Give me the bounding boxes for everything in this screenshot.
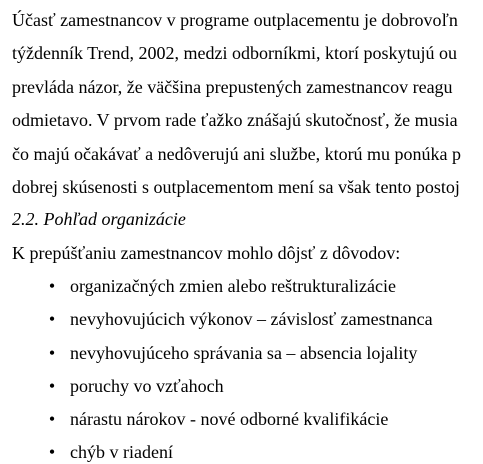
bullet-icon: •	[48, 376, 56, 396]
bullet-text: organizačných zmien alebo reštrukturalizácie	[70, 276, 397, 296]
paragraph-line: týždenník Trend, 2002, medzi odborníkmi, ktorí poskytujú ou	[12, 43, 457, 63]
bullet-icon: •	[48, 409, 56, 429]
bullet-icon: •	[48, 343, 56, 363]
bullet-icon: •	[48, 442, 56, 462]
paragraph-line: prevláda názor, že väčšina prepustených zamestnancov reagu	[12, 77, 453, 97]
bullet-list-item	[0, 408, 483, 430]
bullet-list-item	[0, 342, 483, 364]
section-intro: K prepúšťaniu zamestnancov mohlo dôjsť z dôvodov:	[12, 243, 401, 263]
section-heading: 2.2. Pohľad organizácie	[12, 209, 186, 229]
bullet-text: poruchy vo vzťahoch	[70, 376, 224, 396]
bullet-icon: •	[48, 309, 56, 329]
bullet-text: nárastu nárokov - nové odborné kvalifikácie	[70, 409, 389, 429]
paragraph-line: odmietavo. V prvom rade ťažko znášajú skutočnosť, že musia	[12, 110, 458, 130]
bullet-text: nevyhovujúceho správania sa – absencia lojality	[70, 343, 418, 363]
bullet-list-item	[0, 308, 483, 330]
bullet-list-item	[0, 441, 483, 463]
bullet-text: nevyhovujúcich výkonov – závislosť zamestnanca	[70, 309, 433, 329]
bullet-list-item	[0, 275, 483, 297]
paragraph-line: Účasť zamestnancov v programe outplacementu je dobrovoľn	[12, 10, 458, 30]
paragraph-line: čo majú očakávať a nedôverujú ani službe, ktorú mu ponúka p	[12, 144, 462, 164]
bullet-list-item	[0, 375, 483, 397]
bullet-icon: •	[48, 276, 56, 296]
paragraph-line: dobrej skúsenosti s outplacementom mení sa však tento postoj	[12, 177, 460, 197]
bullet-text: chýb v riadení	[70, 442, 173, 462]
